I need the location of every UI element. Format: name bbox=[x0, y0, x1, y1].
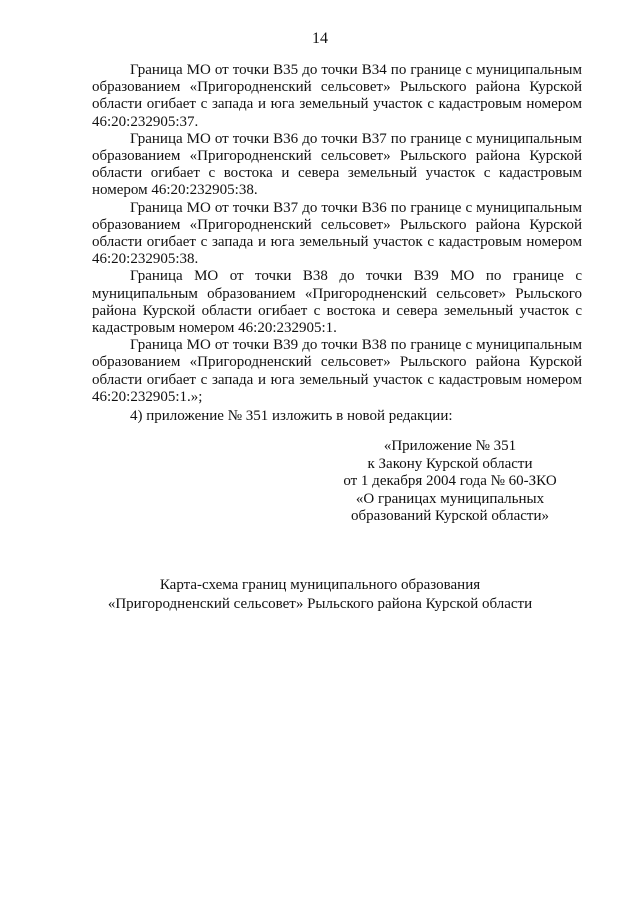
paragraph-b36-b37: Граница МО от точки B36 до точки B37 по границе с муниципальным образованием «Пригородненский сельсовет» Рыльского района Курской области огибает с востока и севера земельный участок с кадастровым номером 46:20:232905:38. bbox=[92, 130, 582, 199]
map-title-line: «Пригородненский сельсовет» Рыльского района Курской области bbox=[107, 596, 533, 612]
paragraph-b37-b36: Граница МО от точки B37 до точки B36 по границе с муниципальным образованием «Пригородненский сельсовет» Рыльского района Курской области огибает с запада и юга земельный участок с кадастровым номером 46:20:232905:38. bbox=[92, 199, 582, 268]
appendix-line: от 1 декабря 2004 года № 60-ЗКО bbox=[343, 473, 557, 490]
body-text bbox=[92, 62, 582, 425]
appendix-header bbox=[330, 438, 570, 526]
paragraph-b35-b34: Граница МО от точки B35 до точки B34 по границе с муниципальным образованием «Пригородненский сельсовет» Рыльского района Курской области огибает с запада и юга земельный участок с кадастровым номером 46:20:232905:37. bbox=[92, 62, 582, 130]
appendix-line: к Закону Курской области bbox=[367, 455, 533, 472]
map-title-line: Карта-схема границ муниципального образования bbox=[159, 577, 481, 593]
appendix-line: образований Курской области» bbox=[351, 508, 549, 525]
paragraph-b39-b38: Граница МО от точки B39 до точки B38 по границе с муниципальным образованием «Пригородненский сельсовет» Рыльского района Курской области огибает с запада и юга земельный участок с кадастровым номером 46:20:232905:1.»; bbox=[92, 337, 582, 405]
map-title bbox=[0, 576, 640, 614]
appendix-line: «Приложение № 351 bbox=[383, 438, 517, 454]
paragraph-b38-b39: Граница МО от точки B38 до точки B39 МО по границе с муниципальным образованием «Пригородненский сельсовет» Рыльского района Курской области огибает с востока и севера земельный участок с кадастровым номером 46:20:232905:1. bbox=[92, 268, 582, 337]
page-number: 14 bbox=[312, 30, 328, 47]
paragraph-amendment-4: 4) приложение № 351 изложить в новой редакции: bbox=[130, 408, 453, 425]
appendix-line: «О границах муниципальных bbox=[355, 490, 545, 507]
